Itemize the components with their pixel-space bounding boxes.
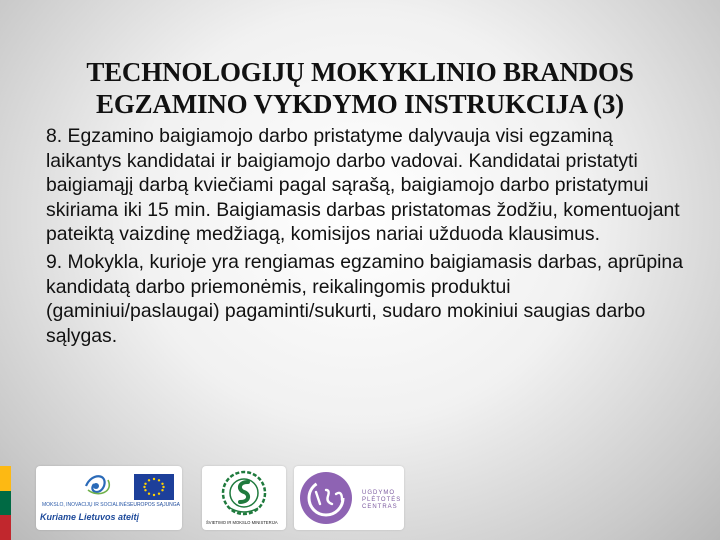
esf-swirl-icon	[38, 468, 128, 504]
upc-logo	[294, 466, 404, 530]
eu-flag-icon	[134, 474, 174, 500]
ministry-caption: ŠVIETIMO IR MOKSLO MINISTERIJA	[206, 520, 278, 525]
ministry-emblem-icon	[202, 468, 286, 520]
flag-stripe-green	[0, 491, 11, 516]
flag-stripe-yellow	[0, 466, 11, 491]
paragraph-8: 8. Egzamino baigiamojo darbo pristatyme dalyvauja visi egzaminą laikantys kandidatai ir baigiamojo darbo vadovai. Kandidatai pristatyti baigiamąjį darbą kviečiami pagal sąrašą, baigiamojo darbo pristatymui skiriama iki 15 min. Baigiamasis darbas pristatomas žodžiu, komentuojant pateiktą vaizdinę medžiagą, komisijos nariai užduoda klausimus.	[46, 125, 680, 246]
ministry-logo	[202, 466, 286, 530]
slide-title: TECHNOLOGIJŲ MOKYKLINIO BRANDOS EGZAMINO VYKDYMO INSTRUKCIJA (3)	[86, 57, 634, 120]
lithuanian-flag-strip	[0, 466, 11, 540]
upc-caption: UGDYMO PLĖTOTĖS CENTRAS	[362, 490, 402, 510]
esf-eu-logo	[36, 466, 182, 530]
eu-caption: EUROPOS SĄJUNGA	[130, 502, 181, 508]
flag-stripe-red	[0, 515, 11, 540]
paragraph-9: 9. Mokykla, kurioje yra rengiamas egzamino baigiamasis darbas, aprūpina kandidatą darbo priemonėmis, reikalingomis produktui (gaminiui/paslaugai) pagaminti/sukurti, sudaro mokiniui saugias darbo sąlygas.	[46, 250, 683, 347]
esf-org-text: MOKSLO, INOVACIJŲ IR SOCIALINĖS	[42, 502, 131, 508]
esf-slogan: Kuriame Lietuvos ateitį	[40, 512, 140, 522]
slide-body	[46, 124, 686, 351]
upc-circle-icon	[296, 468, 360, 528]
